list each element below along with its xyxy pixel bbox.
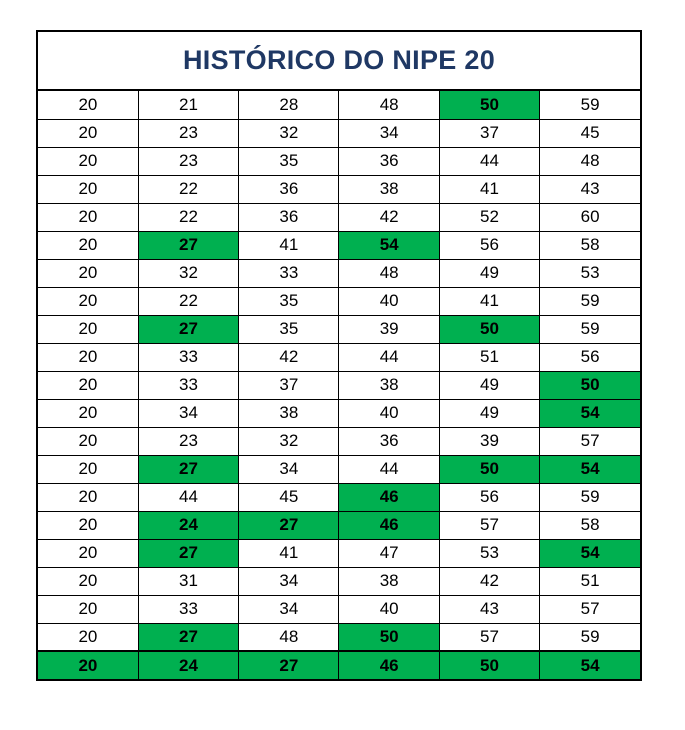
table-cell[interactable]: 27: [138, 231, 238, 259]
table-cell[interactable]: 27: [239, 511, 339, 539]
table-cell[interactable]: 42: [439, 567, 539, 595]
table-row: [38, 343, 640, 371]
history-table-sheet: [36, 30, 642, 681]
table-cell[interactable]: 20: [38, 567, 138, 595]
table-cell[interactable]: 35: [239, 287, 339, 315]
table-cell[interactable]: 42: [239, 343, 339, 371]
table-cell[interactable]: 20: [38, 231, 138, 259]
table-cell[interactable]: 20: [38, 539, 138, 567]
table-cell[interactable]: 40: [339, 595, 439, 623]
table-cell[interactable]: 51: [439, 343, 539, 371]
table-cell[interactable]: 52: [439, 203, 539, 231]
table-cell[interactable]: 20: [38, 147, 138, 175]
table-cell[interactable]: 40: [339, 399, 439, 427]
table-cell[interactable]: 47: [339, 539, 439, 567]
table-cell[interactable]: 53: [540, 259, 640, 287]
table-cell[interactable]: 48: [339, 91, 439, 119]
table-row: [38, 483, 640, 511]
table-cell[interactable]: 34: [138, 399, 238, 427]
table-row: [38, 455, 640, 483]
table-cell[interactable]: 20: [38, 315, 138, 343]
table-cell[interactable]: 20: [38, 175, 138, 203]
table-cell[interactable]: 48: [540, 147, 640, 175]
table-row: [38, 147, 640, 175]
history-table-body: [38, 91, 640, 679]
table-row: [38, 259, 640, 287]
table-cell[interactable]: 50: [540, 371, 640, 399]
title-row: [38, 32, 640, 91]
summary-cell[interactable]: 50: [439, 651, 539, 679]
table-cell[interactable]: 59: [540, 287, 640, 315]
summary-row: [38, 651, 640, 679]
table-cell[interactable]: 54: [540, 455, 640, 483]
table-cell[interactable]: 32: [239, 119, 339, 147]
table-cell[interactable]: 38: [339, 175, 439, 203]
page-title: HISTÓRICO DO NIPE 20: [182, 45, 496, 75]
table-cell[interactable]: 35: [239, 315, 339, 343]
table-cell[interactable]: 59: [540, 91, 640, 119]
table-cell[interactable]: 44: [439, 147, 539, 175]
table-cell[interactable]: 33: [138, 371, 238, 399]
table-cell[interactable]: 32: [138, 259, 238, 287]
table-cell[interactable]: 46: [339, 483, 439, 511]
table-row: [38, 371, 640, 399]
table-cell[interactable]: 20: [38, 203, 138, 231]
table-cell[interactable]: 20: [38, 343, 138, 371]
table-cell[interactable]: 50: [339, 623, 439, 651]
table-cell[interactable]: 23: [138, 427, 238, 455]
table-cell[interactable]: 20: [38, 623, 138, 651]
table-cell[interactable]: 44: [339, 455, 439, 483]
table-cell[interactable]: 48: [339, 259, 439, 287]
table-cell[interactable]: 21: [138, 91, 238, 119]
table-cell[interactable]: 35: [239, 147, 339, 175]
table-cell[interactable]: 41: [439, 287, 539, 315]
table-cell[interactable]: 53: [439, 539, 539, 567]
table-row: [38, 287, 640, 315]
table-cell[interactable]: 54: [540, 399, 640, 427]
table-cell[interactable]: 50: [439, 315, 539, 343]
table-cell[interactable]: 22: [138, 175, 238, 203]
table-cell[interactable]: 46: [339, 511, 439, 539]
table-cell[interactable]: 38: [339, 567, 439, 595]
table-cell[interactable]: 33: [138, 595, 238, 623]
table-cell[interactable]: 57: [439, 511, 539, 539]
table-cell[interactable]: 49: [439, 371, 539, 399]
table-cell[interactable]: 45: [239, 483, 339, 511]
table-cell[interactable]: 24: [138, 511, 238, 539]
table-cell[interactable]: 59: [540, 315, 640, 343]
table-cell[interactable]: 20: [38, 595, 138, 623]
table-cell[interactable]: 59: [540, 623, 640, 651]
table-cell[interactable]: 36: [239, 175, 339, 203]
table-cell[interactable]: 51: [540, 567, 640, 595]
table-cell[interactable]: 27: [138, 315, 238, 343]
table-cell[interactable]: 22: [138, 203, 238, 231]
table-cell[interactable]: 57: [439, 623, 539, 651]
table-cell[interactable]: 44: [339, 343, 439, 371]
table-cell[interactable]: 50: [439, 455, 539, 483]
table-cell[interactable]: 33: [138, 343, 238, 371]
table-cell[interactable]: 20: [38, 483, 138, 511]
table-cell[interactable]: 20: [38, 455, 138, 483]
table-row: [38, 511, 640, 539]
table-cell[interactable]: 36: [339, 147, 439, 175]
table-cell[interactable]: 32: [239, 427, 339, 455]
table-cell[interactable]: 20: [38, 371, 138, 399]
table-cell[interactable]: 42: [339, 203, 439, 231]
table-cell[interactable]: 49: [439, 259, 539, 287]
table-cell[interactable]: 34: [239, 595, 339, 623]
table-cell[interactable]: 34: [239, 455, 339, 483]
table-cell[interactable]: 28: [239, 91, 339, 119]
table-cell[interactable]: 33: [239, 259, 339, 287]
table-cell[interactable]: 20: [38, 119, 138, 147]
summary-cell[interactable]: 54: [540, 651, 640, 679]
table-cell[interactable]: 37: [239, 371, 339, 399]
table-cell[interactable]: 54: [540, 539, 640, 567]
table-cell[interactable]: 44: [138, 483, 238, 511]
table-cell[interactable]: 60: [540, 203, 640, 231]
history-table: [38, 91, 640, 679]
table-cell[interactable]: 27: [138, 539, 238, 567]
summary-cell[interactable]: 20: [38, 651, 138, 679]
table-cell[interactable]: 41: [239, 231, 339, 259]
table-cell[interactable]: 27: [138, 455, 238, 483]
table-cell[interactable]: 57: [540, 595, 640, 623]
table-row: [38, 427, 640, 455]
table-cell[interactable]: 54: [339, 231, 439, 259]
table-cell[interactable]: 41: [239, 539, 339, 567]
table-row: [38, 567, 640, 595]
table-cell[interactable]: 22: [138, 287, 238, 315]
table-cell[interactable]: 36: [239, 203, 339, 231]
table-cell[interactable]: 36: [339, 427, 439, 455]
table-cell[interactable]: 56: [439, 231, 539, 259]
table-cell[interactable]: 34: [239, 567, 339, 595]
table-cell[interactable]: 27: [138, 623, 238, 651]
table-row: [38, 623, 640, 651]
table-row: [38, 315, 640, 343]
table-cell[interactable]: 40: [339, 287, 439, 315]
table-cell[interactable]: 56: [439, 483, 539, 511]
table-cell[interactable]: 57: [540, 427, 640, 455]
table-cell[interactable]: 41: [439, 175, 539, 203]
table-cell[interactable]: 50: [439, 91, 539, 119]
table-cell[interactable]: 39: [439, 427, 539, 455]
table-row: [38, 91, 640, 119]
table-cell[interactable]: 58: [540, 231, 640, 259]
table-row: [38, 175, 640, 203]
table-cell[interactable]: 20: [38, 287, 138, 315]
table-row: [38, 203, 640, 231]
table-cell[interactable]: 58: [540, 511, 640, 539]
table-cell[interactable]: 34: [339, 119, 439, 147]
table-cell[interactable]: 23: [138, 119, 238, 147]
summary-cell[interactable]: 46: [339, 651, 439, 679]
table-cell[interactable]: 56: [540, 343, 640, 371]
table-cell[interactable]: 20: [38, 399, 138, 427]
table-row: [38, 399, 640, 427]
table-cell[interactable]: 23: [138, 147, 238, 175]
table-cell[interactable]: 45: [540, 119, 640, 147]
table-cell[interactable]: 20: [38, 511, 138, 539]
table-cell[interactable]: 20: [38, 427, 138, 455]
table-row: [38, 119, 640, 147]
table-cell[interactable]: 38: [339, 371, 439, 399]
table-cell[interactable]: 31: [138, 567, 238, 595]
table-cell[interactable]: 59: [540, 483, 640, 511]
table-cell[interactable]: 43: [439, 595, 539, 623]
table-row: [38, 231, 640, 259]
table-row: [38, 539, 640, 567]
table-row: [38, 595, 640, 623]
table-cell[interactable]: 48: [239, 623, 339, 651]
table-cell[interactable]: 38: [239, 399, 339, 427]
table-cell[interactable]: 37: [439, 119, 539, 147]
summary-cell[interactable]: 27: [239, 651, 339, 679]
summary-cell[interactable]: 24: [138, 651, 238, 679]
table-cell[interactable]: 39: [339, 315, 439, 343]
table-cell[interactable]: 49: [439, 399, 539, 427]
table-cell[interactable]: 20: [38, 259, 138, 287]
table-cell[interactable]: 43: [540, 175, 640, 203]
table-cell[interactable]: 20: [38, 91, 138, 119]
